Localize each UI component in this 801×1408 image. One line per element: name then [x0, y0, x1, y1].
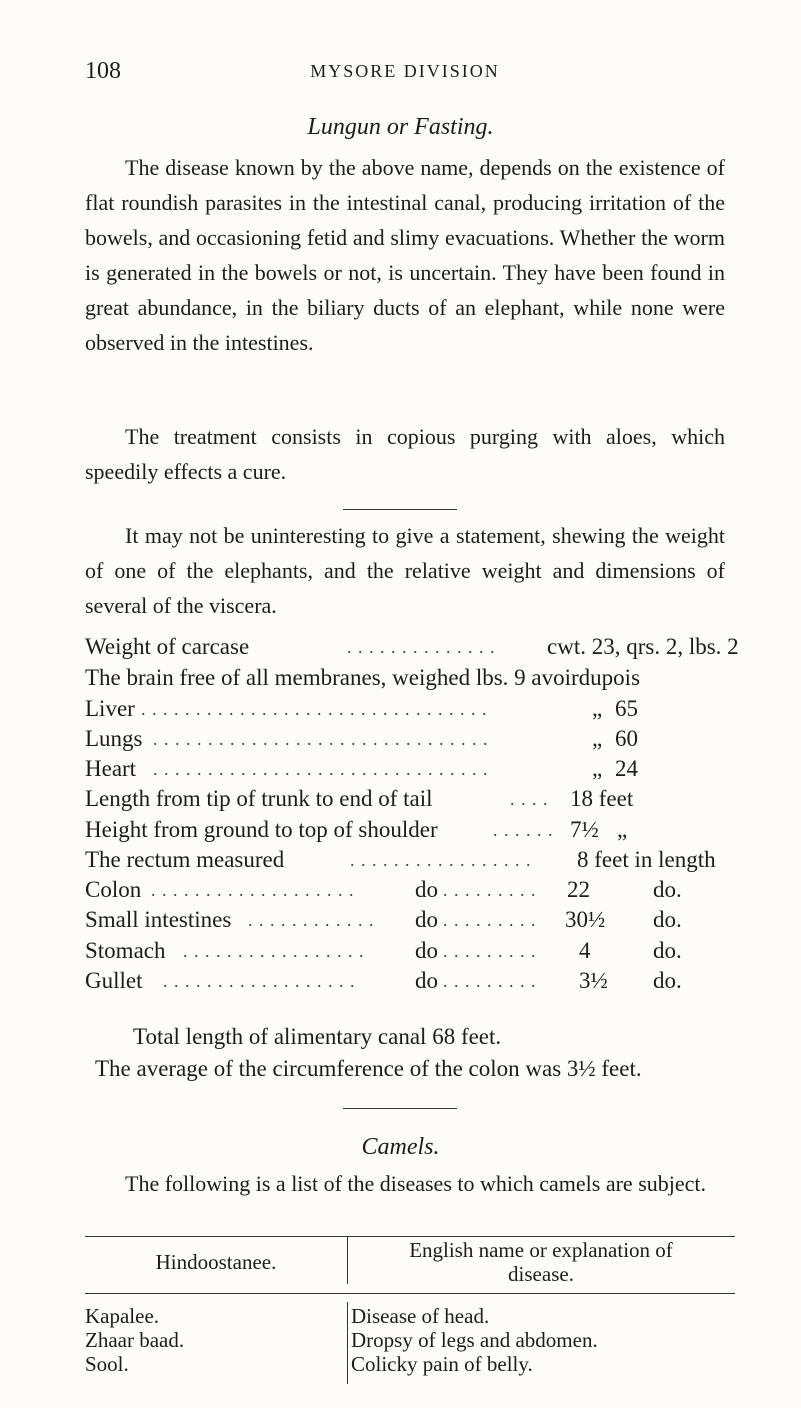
row-value: 18 feet — [570, 786, 634, 811]
row-label: Lungs — [85, 726, 143, 751]
section-title-lungun: Lungun or Fasting. — [307, 114, 494, 140]
row-value: cwt. 23, qrs. 2, lbs. 2 — [547, 634, 739, 659]
length-row — [85, 784, 725, 814]
ditto-do: do — [415, 877, 438, 902]
heart-row — [85, 754, 725, 784]
row-label: Length from tip of trunk to end of tail — [85, 786, 433, 811]
section-divider — [343, 509, 457, 510]
small-intestines-row — [85, 905, 725, 935]
row-label: Stomach — [85, 938, 166, 963]
ditto-mark: „ — [592, 696, 603, 721]
row-value: 22 — [567, 877, 590, 902]
ditto-do: do. — [653, 938, 682, 963]
row-value: 7½ — [570, 817, 599, 842]
row-value: 30½ — [565, 907, 606, 932]
row-label: Height from ground to top of shoulder — [85, 817, 438, 842]
height-row — [85, 815, 725, 845]
leader-dots: . . . . . . . . . — [443, 910, 537, 930]
table-header-rule — [85, 1293, 735, 1294]
leader-dots: . . . . . . . . . . . . . . . . . . . . . . . . . . . . . . . — [153, 759, 489, 779]
running-title: MYSORE DIVISION — [310, 61, 500, 81]
paragraph-text: It may not be uninteresting to give a statement, shewing the weight of one of the elephants, and the relative weight and dimensions of several of the viscera. — [85, 523, 725, 618]
liver-row — [85, 694, 725, 724]
lungs-row — [85, 724, 725, 754]
ditto-mark: „ — [592, 756, 603, 781]
ditto-do: do. — [653, 877, 682, 902]
section-title-camels: Camels. — [361, 1134, 440, 1160]
leader-dots: . . . . . . . . . . . . . . . . . . . — [151, 880, 355, 900]
paragraph-text: The treatment consists in copious purging with aloes, which speedily effects a cure. — [85, 424, 725, 484]
stomach-row — [85, 936, 725, 966]
section-divider — [343, 1108, 457, 1109]
table-cell-hindi: Kapalee. — [85, 1304, 160, 1328]
leader-dots: . . . . . . . . . . . . . . . . . . . . . . . . . . . . . . . — [153, 729, 489, 749]
row-value: 4 — [579, 938, 591, 963]
table-body-divider — [347, 1302, 348, 1384]
camel-diseases-table — [85, 1236, 735, 1396]
leader-dots: . . . . . . . . . . . . . . . . . . . . . . . . . . . . . . . . — [141, 699, 488, 719]
row-text: The average of the circumference of the colon was 3½ feet. — [95, 1056, 642, 1081]
row-label: Weight of carcase — [85, 634, 250, 659]
paragraph-text: The following is a list of the diseases to which camels are subject. — [125, 1171, 707, 1196]
rectum-row — [85, 845, 725, 875]
ditto-do: do — [415, 907, 438, 932]
ditto-do: do — [415, 938, 438, 963]
row-label: Liver — [85, 696, 135, 721]
paragraph-camels-intro — [85, 1166, 725, 1201]
table-cell-english: Dropsy of legs and abdomen. — [351, 1328, 598, 1352]
leader-dots: . . . . . . . . . — [443, 971, 537, 991]
ditto-do: do. — [653, 907, 682, 932]
table-cell-english: Colicky pain of belly. — [351, 1352, 533, 1376]
weight-carcase-row — [85, 632, 739, 662]
row-text: The brain free of all membranes, weighed lbs. 9 avoirdupois — [85, 665, 641, 690]
row-value: 60 — [615, 726, 638, 751]
gullet-row — [85, 966, 725, 996]
ditto-do: do. — [653, 968, 682, 993]
page-number: 108 — [85, 58, 121, 84]
row-value: 24 — [615, 756, 638, 781]
ditto-mark: „ — [617, 817, 628, 842]
leader-dots: . . . . . . . . . . . . . . . . . — [350, 850, 532, 870]
leader-dots: . . . . . . . . . — [443, 941, 537, 961]
table-cell-hindi: Zhaar baad. — [85, 1328, 185, 1352]
row-value: 8 feet in length — [577, 847, 716, 872]
ditto-do: do — [415, 968, 438, 993]
table-header-english-line2: disease. — [508, 1262, 574, 1286]
row-label: Heart — [85, 756, 137, 781]
leader-dots: . . . . . . . . . . . . — [248, 910, 375, 930]
row-label: Colon — [85, 877, 142, 902]
paragraph-statement-intro — [85, 518, 725, 623]
circumference-line — [95, 1054, 735, 1084]
leader-dots: . . . . — [510, 789, 549, 809]
leader-dots: . . . . . . . . . . . . . . . . . — [183, 941, 365, 961]
table-header-english-line1: English name or explanation of — [409, 1238, 673, 1262]
ditto-mark: „ — [592, 726, 603, 751]
paragraph-lungun-description — [85, 150, 725, 360]
leader-dots: . . . . . . . . . — [443, 880, 537, 900]
table-header-hindoostanee: Hindoostanee. — [155, 1250, 277, 1274]
paragraph-text: The disease known by the above name, depends on the existence of flat roundish parasites in the intestinal canal, producing irritation of the bowels, and occasioning fetid and slimy evacuations. Whether the worm is generated in the bowels or not, is uncertain. They have been found in great abundance, in the biliary ducts of an elephant, while none were observed in the intestines. — [85, 155, 725, 355]
row-text: Total length of alimentary canal 68 feet. — [133, 1024, 502, 1049]
leader-dots: . . . . . . . . . . . . . . . . . . — [163, 971, 356, 991]
leader-dots: . . . . . . . . . . . . . . — [347, 637, 496, 657]
total-length-line — [133, 1022, 773, 1052]
table-cell-hindi: Sool. — [85, 1352, 129, 1376]
row-label: Gullet — [85, 968, 143, 993]
paragraph-treatment — [85, 419, 725, 489]
table-top-rule — [85, 1236, 735, 1237]
page-header — [85, 58, 725, 98]
row-label: The rectum measured — [85, 847, 285, 872]
colon-row — [85, 875, 725, 905]
row-value: 3½ — [579, 968, 608, 993]
row-label: Small intestines — [85, 907, 232, 932]
table-cell-english: Disease of head. — [351, 1304, 490, 1328]
leader-dots: . . . . . . — [493, 820, 554, 840]
brain-weight-row — [85, 663, 725, 693]
row-value: 65 — [615, 696, 638, 721]
